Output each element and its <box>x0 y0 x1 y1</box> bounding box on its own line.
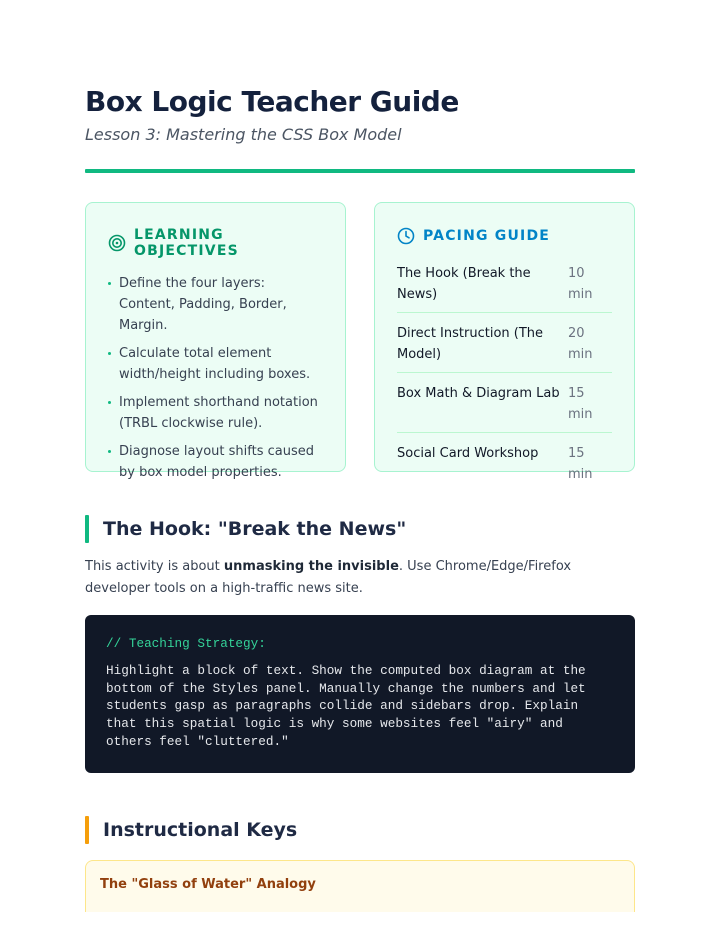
target-icon <box>108 234 126 252</box>
hook-intro-text: . Use Chrome/Edge/Firefox developer tools on a high-traffic news site. <box>85 559 572 596</box>
page-title: Box Logic Teacher Guide <box>85 85 459 118</box>
clock-icon <box>397 227 415 245</box>
analogy-callout <box>85 860 635 912</box>
learning-objectives-title: LEARNING OBJECTIVES <box>134 227 239 259</box>
pacing-guide-title: PACING GUIDE <box>423 228 551 244</box>
pacing-guide-card <box>374 202 635 482</box>
pacing-duration: 20 min <box>568 326 593 362</box>
analogy-title: The "Glass of Water" Analogy <box>100 876 316 892</box>
keys-section-heading <box>85 815 635 845</box>
learning-objectives-header <box>108 227 323 259</box>
pacing-row <box>397 439 612 492</box>
hook-intro-emphasis: unmasking the invisible <box>223 559 399 574</box>
teaching-strategy-code-block <box>85 615 635 773</box>
pacing-activity: Direct Instruction (The Model) <box>397 326 544 362</box>
pacing-duration: 15 min <box>568 446 593 482</box>
objective-item: Diagnose layout shifts caused by box model properties. <box>108 441 323 483</box>
pacing-activity: Box Math & Diagram Lab <box>397 386 560 401</box>
code-body: Highlight a block of text. Show the computed box diagram at the bottom of the Styles panel. Manually change the numbers and let students gasp as paragraphs collide and sidebars drop. Explain that this spatial logic is why some websites feel "airy" and others feel "cluttered." <box>106 662 586 749</box>
title-divider <box>85 169 635 173</box>
hook-intro <box>85 556 635 600</box>
code-comment: // Teaching Strategy: <box>106 636 266 651</box>
objective-item: Calculate total element width/height including boxes. <box>108 343 323 385</box>
pacing-row <box>397 319 612 373</box>
objective-item: Implement shorthand notation (TRBL clockwise rule). <box>108 392 323 434</box>
section-accent-bar <box>85 816 89 844</box>
pacing-activity: Social Card Workshop <box>397 446 539 461</box>
overview-cards <box>85 202 635 482</box>
page-subtitle: Lesson 3: Mastering the CSS Box Model <box>85 125 402 144</box>
pacing-activity: The Hook (Break the News) <box>397 266 531 302</box>
pacing-guide-header <box>397 227 612 245</box>
hook-section-heading <box>85 514 635 544</box>
section-accent-bar <box>85 515 89 543</box>
hook-intro-text: This activity is about <box>85 559 224 574</box>
pacing-row <box>397 379 612 433</box>
objective-item: Define the four layers: Content, Padding, Border, Margin. <box>108 273 323 336</box>
pacing-duration: 15 min <box>568 386 593 422</box>
keys-heading: Instructional Keys <box>103 818 298 841</box>
pacing-table <box>397 259 612 492</box>
hook-heading: The Hook: "Break the News" <box>103 518 407 540</box>
learning-objectives-card <box>85 202 346 480</box>
pacing-duration: 10 min <box>568 266 593 302</box>
objectives-list <box>108 273 323 483</box>
pacing-row <box>397 259 612 313</box>
